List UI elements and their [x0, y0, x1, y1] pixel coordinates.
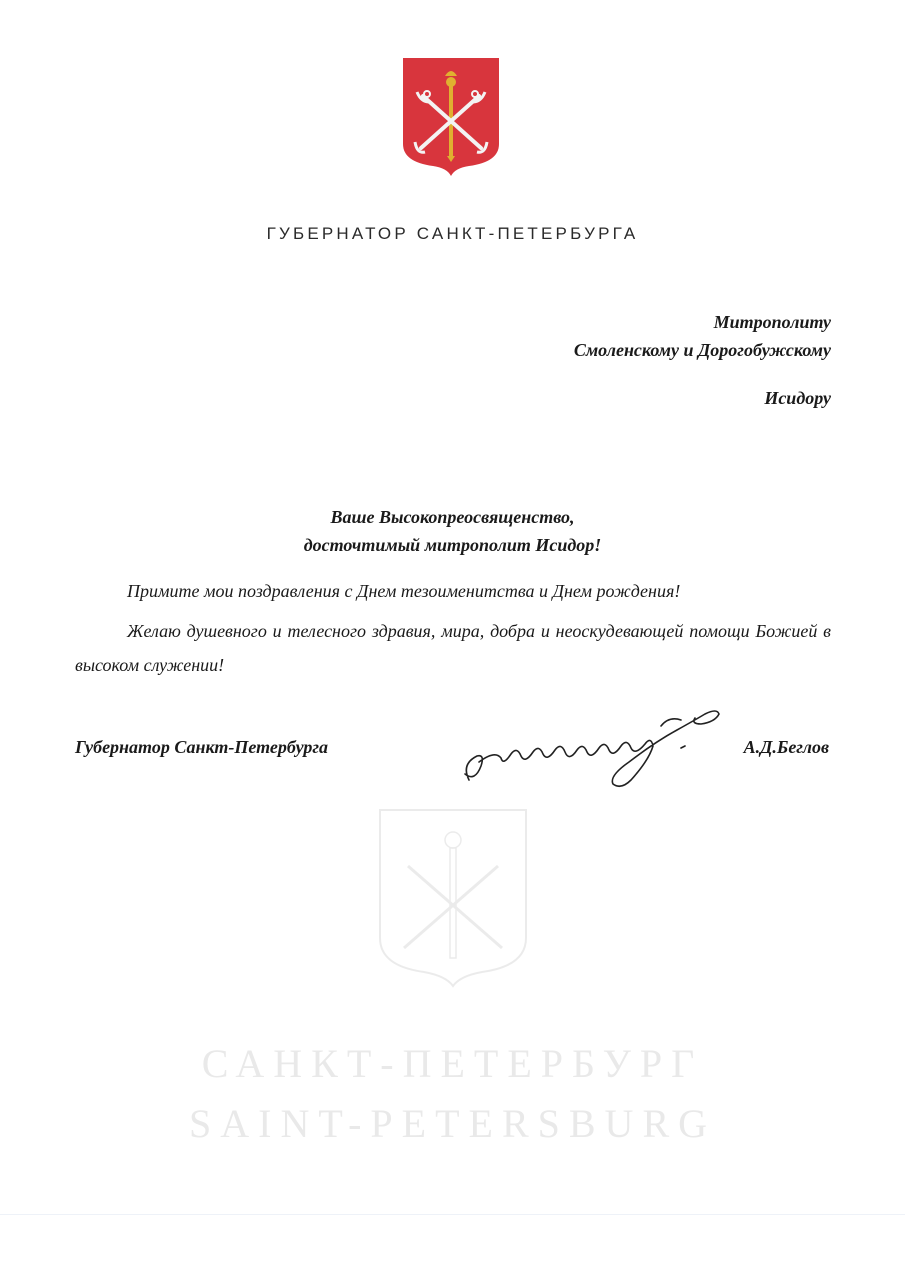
salutation-line: Ваше Высокопреосвященство, [330, 507, 575, 527]
page-divider [0, 1214, 905, 1215]
page-title: ГУБЕРНАТОР САНКТ-ПЕТЕРБУРГА [266, 224, 639, 243]
salutation [0, 503, 905, 559]
signer-role: Губернатор Санкт-Петербурга [75, 737, 328, 757]
body-paragraph: Желаю душевного и телесного здравия, мира, добра и неоскудевающей помощи Божией в высоком служении! [75, 621, 831, 675]
watermark-text-ru: САНКТ-ПЕТЕРБУРГ [201, 1041, 704, 1086]
addressee-line: Смоленскому и Дорогобужскому [573, 340, 831, 360]
signer-name: А.Д.Беглов [743, 737, 829, 757]
coat-of-arms-icon [403, 58, 499, 176]
addressee-name: Исидору [764, 388, 831, 408]
addressee-line: Митрополиту [713, 312, 831, 332]
watermark-coat-of-arms-icon [378, 808, 528, 988]
watermark-text-en: SAINT-PETERSBURG [188, 1101, 717, 1146]
salutation-line: досточтимый митрополит Исидор! [303, 535, 602, 555]
addressee-block [574, 308, 831, 412]
body-paragraph: Примите мои поздравления с Днем тезоименитства и Днем рождения! [127, 581, 681, 601]
handwritten-signature-icon [455, 700, 745, 792]
